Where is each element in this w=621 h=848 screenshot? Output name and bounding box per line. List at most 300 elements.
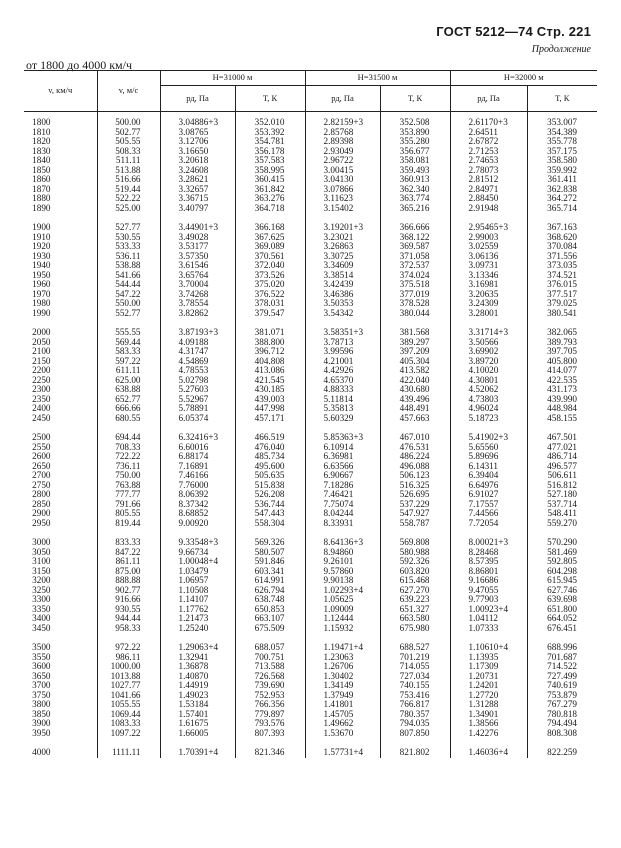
pressure-cell: 1.17762 xyxy=(160,605,235,615)
temperature-cell: 767.279 xyxy=(527,700,597,710)
table-row xyxy=(24,423,597,443)
pressure-cell: 1.70391+4 xyxy=(160,738,235,758)
temperature-cell: 397.705 xyxy=(527,347,597,357)
temperature-cell: 378.031 xyxy=(235,299,305,309)
pressure-cell: 3.13346 xyxy=(450,271,527,281)
temperature-cell: 486.224 xyxy=(380,452,450,462)
table-row xyxy=(24,481,597,491)
pressure-cell: 3.99596 xyxy=(305,347,380,357)
table-row xyxy=(24,729,597,739)
speed-ms-cell: 652.77 xyxy=(97,395,160,405)
temperature-cell: 794.035 xyxy=(380,719,450,729)
temperature-cell: 701.687 xyxy=(527,653,597,663)
pressure-cell: 2.85768 xyxy=(305,128,380,138)
pressure-cell: 4.52062 xyxy=(450,385,527,395)
pressure-cell: 8.68852 xyxy=(160,509,235,519)
speed-ms-cell: 750.00 xyxy=(97,471,160,481)
pressure-cell: 3.50566 xyxy=(450,338,527,348)
speed-kmh-cell: 1810 xyxy=(32,126,51,137)
temperature-cell: 650.853 xyxy=(235,605,305,615)
pressure-cell: 1.27720 xyxy=(450,691,527,701)
speed-kmh-cell: 3250 xyxy=(32,584,51,595)
temperature-cell: 359.992 xyxy=(527,166,597,176)
temperature-cell: 614.991 xyxy=(235,576,305,586)
temperature-cell: 752.953 xyxy=(235,691,305,701)
temperature-cell: 780.818 xyxy=(527,710,597,720)
temperature-cell: 527.180 xyxy=(527,490,597,500)
pressure-cell: 6.88174 xyxy=(160,452,235,462)
temperature-cell: 414.077 xyxy=(527,366,597,376)
pressure-cell: 1.00923+4 xyxy=(450,605,527,615)
temperature-cell: 358.081 xyxy=(380,156,450,166)
temperature-cell: 603.341 xyxy=(235,567,305,577)
temperature-cell: 822.259 xyxy=(527,738,597,758)
speed-kmh-cell: 3150 xyxy=(32,565,51,576)
table-row xyxy=(24,166,597,176)
table-row xyxy=(24,691,597,701)
temperature-cell: 547.443 xyxy=(235,509,305,519)
temperature-cell: 447.998 xyxy=(235,404,305,414)
pressure-cell: 1.07333 xyxy=(450,624,527,634)
pressure-cell: 5.65560 xyxy=(450,443,527,453)
temperature-cell: 740.155 xyxy=(380,681,450,691)
pressure-cell: 6.91027 xyxy=(450,490,527,500)
table-row xyxy=(24,509,597,519)
pressure-cell: 1.44919 xyxy=(160,681,235,691)
pressure-cell: 4.30801 xyxy=(450,376,527,386)
speed-kmh-cell: 1800 xyxy=(32,117,51,127)
temperature-cell: 793.576 xyxy=(235,719,305,729)
speed-ms-cell: 1083.33 xyxy=(97,719,160,729)
temperature-cell: 569.326 xyxy=(235,528,305,548)
pressure-cell: 1.04112 xyxy=(450,614,527,624)
temperature-cell: 779.897 xyxy=(235,710,305,720)
speed-ms-cell: 722.22 xyxy=(97,452,160,462)
pressure-cell: 1.15932 xyxy=(305,624,380,634)
pressure-cell: 6.90667 xyxy=(305,471,380,481)
temperature-cell: 559.270 xyxy=(527,519,597,529)
table-row xyxy=(24,338,597,348)
pressure-cell: 9.57860 xyxy=(305,567,380,577)
pressure-cell: 9.33548+3 xyxy=(160,528,235,548)
table-row xyxy=(24,213,597,233)
temperature-cell: 373.035 xyxy=(527,261,597,271)
temperature-cell: 496.577 xyxy=(527,462,597,472)
speed-kmh-cell: 2500 xyxy=(32,432,51,442)
altitude-header: H=31000 м xyxy=(160,71,305,86)
temperature-cell: 405.800 xyxy=(527,357,597,367)
pressure-cell: 3.16981 xyxy=(450,280,527,290)
speed-ms-cell: 847.22 xyxy=(97,548,160,558)
speed-ms-cell: 680.55 xyxy=(97,414,160,424)
pressure-cell: 8.00021+3 xyxy=(450,528,527,548)
speed-kmh-cell: 1820 xyxy=(32,136,51,146)
pressure-cell: 1.37949 xyxy=(305,691,380,701)
table-row xyxy=(24,528,597,548)
speed-ms-cell: 763.88 xyxy=(97,481,160,491)
temperature-cell: 369.587 xyxy=(380,242,450,252)
pressure-cell: 8.94860 xyxy=(305,548,380,558)
table-row xyxy=(24,128,597,138)
pressure-cell: 6.14311 xyxy=(450,462,527,472)
temperature-cell: 422.535 xyxy=(527,376,597,386)
speed-ms-cell: 536.11 xyxy=(97,252,160,262)
speed-ms-cell: 519.44 xyxy=(97,185,160,195)
pressure-cell: 2.64511 xyxy=(450,128,527,138)
speed-ms-cell: 516.66 xyxy=(97,175,160,185)
speed-kmh-cell: 2100 xyxy=(32,346,51,356)
speed-ms-cell: 1027.77 xyxy=(97,681,160,691)
temperature-cell: 615.468 xyxy=(380,576,450,586)
speed-ms-cell: 522.22 xyxy=(97,194,160,204)
temperature-cell: 381.568 xyxy=(380,318,450,338)
temperature-cell: 477.021 xyxy=(527,443,597,453)
temperature-cell: 558.787 xyxy=(380,519,450,529)
temperature-cell: 580.988 xyxy=(380,548,450,558)
row-group xyxy=(24,213,597,318)
temperature-cell: 357.175 xyxy=(527,147,597,157)
speed-ms-cell: 544.44 xyxy=(97,280,160,290)
temperature-cell: 516.812 xyxy=(527,481,597,491)
temperature-cell: 430.680 xyxy=(380,385,450,395)
table-row xyxy=(24,548,597,558)
temperature-cell: 495.600 xyxy=(235,462,305,472)
temperature-cell: 807.393 xyxy=(235,729,305,739)
speed-kmh-cell: 2550 xyxy=(32,441,51,452)
pressure-cell: 5.02798 xyxy=(160,376,235,386)
temperature-cell: 506.123 xyxy=(380,471,450,481)
temperature-cell: 466.519 xyxy=(235,423,305,443)
speed-kmh-cell: 3900 xyxy=(32,718,51,728)
temperature-cell: 496.088 xyxy=(380,462,450,472)
table-row xyxy=(24,462,597,472)
pressure-cell: 1.53670 xyxy=(305,729,380,739)
pressure-cell: 1.17309 xyxy=(450,662,527,672)
pressure-cell: 5.11814 xyxy=(305,395,380,405)
speed-kmh-cell: 4000 xyxy=(32,747,51,757)
speed-kmh-cell: 3700 xyxy=(32,680,51,690)
speed-kmh-cell: 2050 xyxy=(32,336,51,347)
pressure-cell: 3.30725 xyxy=(305,252,380,262)
temperature-cell: 364.272 xyxy=(527,194,597,204)
speed-ms-cell: 552.77 xyxy=(97,309,160,319)
pressure-cell: 5.35813 xyxy=(305,404,380,414)
pressure-cell: 2.91948 xyxy=(450,204,527,214)
temperature-cell: 421.545 xyxy=(235,376,305,386)
speed-ms-cell: 555.55 xyxy=(97,318,160,338)
pressure-cell: 7.18286 xyxy=(305,481,380,491)
temperature-cell: 592.805 xyxy=(527,557,597,567)
pressure-cell: 4.54869 xyxy=(160,357,235,367)
temperature-cell: 639.223 xyxy=(380,595,450,605)
speed-ms-cell: 958.33 xyxy=(97,624,160,634)
table-row xyxy=(24,252,597,262)
temperature-cell: 651.800 xyxy=(527,605,597,615)
speed-ms-cell: 861.11 xyxy=(97,557,160,567)
table-row xyxy=(24,175,597,185)
speed-kmh-cell: 1900 xyxy=(32,222,51,232)
pressure-cell: 3.07866 xyxy=(305,185,380,195)
pressure-cell: 3.42439 xyxy=(305,280,380,290)
pressure-cell: 6.32416+3 xyxy=(160,423,235,443)
temperature-cell: 516.325 xyxy=(380,481,450,491)
table-row xyxy=(24,653,597,663)
temperature-cell: 627.270 xyxy=(380,586,450,596)
table-row xyxy=(24,347,597,357)
temperature-cell: 537.229 xyxy=(380,500,450,510)
pressure-cell: 7.44566 xyxy=(450,509,527,519)
temperature-cell: 766.817 xyxy=(380,700,450,710)
pressure-cell: 1.14107 xyxy=(160,595,235,605)
table-row xyxy=(24,233,597,243)
speed-ms-cell: 805.55 xyxy=(97,509,160,519)
pressure-cell: 3.12706 xyxy=(160,137,235,147)
temperature-cell: 808.308 xyxy=(527,729,597,739)
speed-ms-cell: 833.33 xyxy=(97,528,160,548)
temperature-cell: 374.521 xyxy=(527,271,597,281)
table-row xyxy=(24,672,597,682)
pressure-cell: 9.90138 xyxy=(305,576,380,586)
pressure-cell: 1.06957 xyxy=(160,576,235,586)
speed-ms-cell: 508.33 xyxy=(97,147,160,157)
col-header-pressure: рд, Па xyxy=(160,86,235,112)
table-row xyxy=(24,586,597,596)
speed-ms-cell: 666.66 xyxy=(97,404,160,414)
speed-kmh-cell: 1960 xyxy=(32,279,51,289)
altitude-header: H=31500 м xyxy=(305,71,450,86)
table-row xyxy=(24,414,597,424)
temperature-cell: 365.216 xyxy=(380,204,450,214)
pressure-cell: 1.29063+4 xyxy=(160,633,235,653)
temperature-cell: 379.547 xyxy=(235,309,305,319)
pressure-cell: 1.20731 xyxy=(450,672,527,682)
table-row xyxy=(24,385,597,395)
table-row xyxy=(24,261,597,271)
speed-kmh-cell: 2700 xyxy=(32,470,51,480)
temperature-cell: 370.084 xyxy=(527,242,597,252)
col-header-v-ms: v, м/с xyxy=(97,71,160,112)
table-row xyxy=(24,471,597,481)
temperature-cell: 753.879 xyxy=(527,691,597,701)
temperature-cell: 448.491 xyxy=(380,404,450,414)
pressure-cell: 3.08765 xyxy=(160,128,235,138)
pressure-cell: 3.20618 xyxy=(160,156,235,166)
pressure-cell: 1.57401 xyxy=(160,710,235,720)
pressure-cell: 1.05625 xyxy=(305,595,380,605)
speed-ms-cell: 538.88 xyxy=(97,261,160,271)
table-row xyxy=(24,404,597,414)
row-group xyxy=(24,318,597,423)
speed-kmh-cell: 2650 xyxy=(32,460,51,471)
pressure-cell: 3.34609 xyxy=(305,261,380,271)
pressure-cell: 7.72054 xyxy=(450,519,527,529)
speed-kmh-cell: 1910 xyxy=(32,231,51,242)
pressure-cell: 4.42926 xyxy=(305,366,380,376)
pressure-cell: 1.21473 xyxy=(160,614,235,624)
pressure-cell: 3.36715 xyxy=(160,194,235,204)
speed-ms-cell: 530.55 xyxy=(97,233,160,243)
speed-kmh-cell: 2600 xyxy=(32,451,51,461)
pressure-cell: 1.25240 xyxy=(160,624,235,634)
pressure-cell: 4.73803 xyxy=(450,395,527,405)
speed-ms-cell: 1055.55 xyxy=(97,700,160,710)
pressure-cell: 1.00048+4 xyxy=(160,557,235,567)
pressure-cell: 2.67872 xyxy=(450,137,527,147)
speed-ms-cell: 550.00 xyxy=(97,299,160,309)
pressure-cell: 3.15402 xyxy=(305,204,380,214)
temperature-cell: 592.326 xyxy=(380,557,450,567)
col-header-temperature: Т, К xyxy=(527,86,597,112)
pressure-cell: 3.24309 xyxy=(450,299,527,309)
temperature-cell: 356.677 xyxy=(380,147,450,157)
temperature-cell: 352.508 xyxy=(380,112,450,128)
pressure-cell: 9.47055 xyxy=(450,586,527,596)
temperature-cell: 381.071 xyxy=(235,318,305,338)
table-row xyxy=(24,366,597,376)
pressure-cell: 1.03479 xyxy=(160,567,235,577)
speed-ms-cell: 500.00 xyxy=(97,112,160,128)
temperature-cell: 353.392 xyxy=(235,128,305,138)
temperature-cell: 663.580 xyxy=(380,614,450,624)
temperature-cell: 675.509 xyxy=(235,624,305,634)
temperature-cell: 372.537 xyxy=(380,261,450,271)
table-row xyxy=(24,280,597,290)
temperature-cell: 766.356 xyxy=(235,700,305,710)
speed-kmh-cell: 3950 xyxy=(32,727,51,738)
speed-ms-cell: 986.11 xyxy=(97,653,160,663)
table-row xyxy=(24,156,597,166)
temperature-cell: 368.122 xyxy=(380,233,450,243)
temperature-cell: 379.025 xyxy=(527,299,597,309)
pressure-cell: 3.23021 xyxy=(305,233,380,243)
pressure-cell: 1.12444 xyxy=(305,614,380,624)
pressure-cell: 1.23063 xyxy=(305,653,380,663)
temperature-cell: 376.522 xyxy=(235,290,305,300)
pressure-cell: 3.57350 xyxy=(160,252,235,262)
pressure-cell: 3.69902 xyxy=(450,347,527,357)
pressure-cell: 1.42276 xyxy=(450,729,527,739)
table-row xyxy=(24,519,597,529)
temperature-cell: 367.163 xyxy=(527,213,597,233)
pressure-cell: 1.36878 xyxy=(160,662,235,672)
temperature-cell: 439.990 xyxy=(527,395,597,405)
temperature-cell: 794.494 xyxy=(527,719,597,729)
temperature-cell: 430.185 xyxy=(235,385,305,395)
pressure-cell: 3.24608 xyxy=(160,166,235,176)
pressure-cell: 1.19471+4 xyxy=(305,633,380,653)
pressure-cell: 3.16650 xyxy=(160,147,235,157)
table-row xyxy=(24,452,597,462)
speed-kmh-cell: 3650 xyxy=(32,670,51,681)
speed-ms-cell: 541.66 xyxy=(97,271,160,281)
pressure-cell: 2.82159+3 xyxy=(305,112,380,128)
temperature-cell: 422.040 xyxy=(380,376,450,386)
temperature-cell: 355.280 xyxy=(380,137,450,147)
speed-kmh-cell: 3050 xyxy=(32,546,51,557)
pressure-cell: 2.96722 xyxy=(305,156,380,166)
speed-kmh-cell: 1870 xyxy=(32,183,51,194)
pressure-cell: 7.16891 xyxy=(160,462,235,472)
table-row xyxy=(24,395,597,405)
pressure-cell: 4.96024 xyxy=(450,404,527,414)
temperature-cell: 396.712 xyxy=(235,347,305,357)
table-row xyxy=(24,147,597,157)
temperature-cell: 476.531 xyxy=(380,443,450,453)
pressure-cell: 9.00920 xyxy=(160,519,235,529)
speed-ms-cell: 972.22 xyxy=(97,633,160,653)
table-row xyxy=(24,605,597,615)
speed-ms-cell: 513.88 xyxy=(97,166,160,176)
speed-ms-cell: 1111.11 xyxy=(97,738,160,758)
speed-kmh-cell: 2950 xyxy=(32,517,51,528)
temperature-cell: 367.625 xyxy=(235,233,305,243)
pressure-cell: 8.06392 xyxy=(160,490,235,500)
speed-ms-cell: 1069.44 xyxy=(97,710,160,720)
temperature-cell: 604.298 xyxy=(527,567,597,577)
temperature-cell: 569.808 xyxy=(380,528,450,548)
pressure-cell: 2.71253 xyxy=(450,147,527,157)
pressure-cell: 3.26863 xyxy=(305,242,380,252)
temperature-cell: 378.528 xyxy=(380,299,450,309)
pressure-cell: 1.61675 xyxy=(160,719,235,729)
pressure-cell: 3.04130 xyxy=(305,175,380,185)
table-row xyxy=(24,738,597,758)
speed-kmh-cell: 3850 xyxy=(32,708,51,719)
col-header-temperature: Т, К xyxy=(380,86,450,112)
temperature-cell: 373.526 xyxy=(235,271,305,281)
temperature-cell: 651.327 xyxy=(380,605,450,615)
temperature-cell: 713.588 xyxy=(235,662,305,672)
pressure-cell: 2.78073 xyxy=(450,166,527,176)
pressure-cell: 7.75074 xyxy=(305,500,380,510)
pressure-cell: 8.57395 xyxy=(450,557,527,567)
temperature-cell: 740.619 xyxy=(527,681,597,691)
pressure-cell: 5.85363+3 xyxy=(305,423,380,443)
pressure-cell: 3.78713 xyxy=(305,338,380,348)
pressure-cell: 5.41902+3 xyxy=(450,423,527,443)
pressure-cell: 6.36981 xyxy=(305,452,380,462)
table-row xyxy=(24,242,597,252)
speed-kmh-cell: 2000 xyxy=(32,327,51,337)
temperature-cell: 363.774 xyxy=(380,194,450,204)
pressure-cell: 3.87193+3 xyxy=(160,318,235,338)
temperature-cell: 547.927 xyxy=(380,509,450,519)
pressure-cell: 1.46036+4 xyxy=(450,738,527,758)
speed-kmh-cell: 1850 xyxy=(32,164,51,175)
row-group xyxy=(24,112,597,214)
pressure-cell: 3.19201+3 xyxy=(305,213,380,233)
pressure-cell: 1.09009 xyxy=(305,605,380,615)
temperature-cell: 366.168 xyxy=(235,213,305,233)
speed-kmh-cell: 1990 xyxy=(32,307,51,318)
pressure-cell: 1.02293+4 xyxy=(305,586,380,596)
pressure-cell: 3.54342 xyxy=(305,309,380,319)
temperature-cell: 536.744 xyxy=(235,500,305,510)
temperature-cell: 506.611 xyxy=(527,471,597,481)
temperature-cell: 526.695 xyxy=(380,490,450,500)
table-row xyxy=(24,710,597,720)
pressure-cell: 1.31288 xyxy=(450,700,527,710)
table-row xyxy=(24,595,597,605)
temperature-cell: 368.620 xyxy=(527,233,597,243)
pressure-cell: 1.32941 xyxy=(160,653,235,663)
speed-ms-cell: 1013.88 xyxy=(97,672,160,682)
pressure-cell: 4.09188 xyxy=(160,338,235,348)
table-row xyxy=(24,204,597,214)
table-row xyxy=(24,567,597,577)
temperature-cell: 448.984 xyxy=(527,404,597,414)
speed-ms-cell: 569.44 xyxy=(97,338,160,348)
